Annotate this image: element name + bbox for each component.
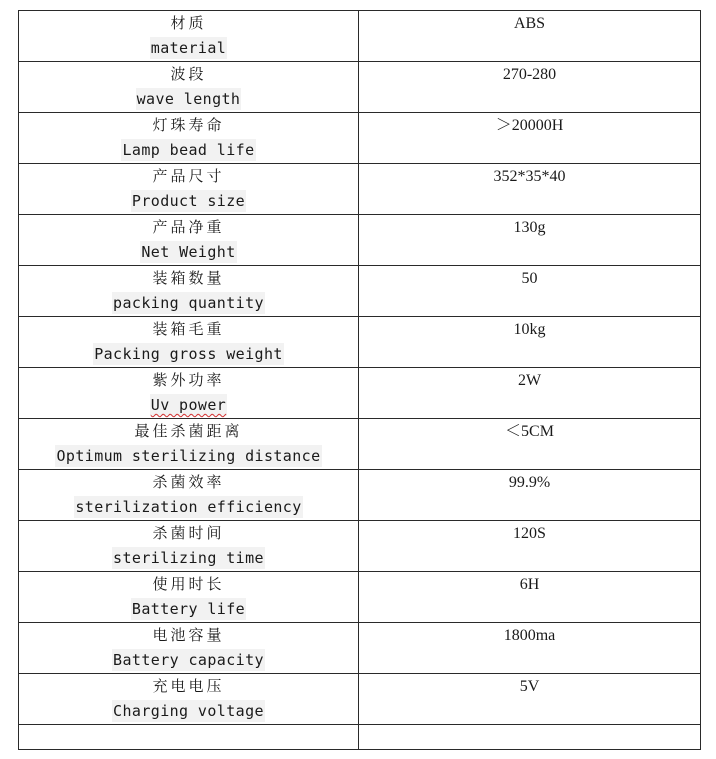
parameter-value-cell	[359, 572, 701, 623]
parameter-name-en: wave length	[136, 90, 241, 108]
parameter-name-cell	[19, 470, 359, 521]
parameter-value: 270-280	[502, 66, 557, 83]
parameter-value-cell	[359, 113, 701, 164]
table-row	[19, 521, 701, 572]
parameter-name-zh: 灯珠寿命	[152, 116, 225, 134]
parameter-value: 5V	[519, 678, 540, 695]
parameter-name-cell	[19, 317, 359, 368]
parameter-name-zh: 产品尺寸	[152, 167, 225, 185]
parameter-value: 1800ma	[503, 627, 556, 644]
table-row	[19, 470, 701, 521]
parameter-name-cell	[19, 572, 359, 623]
parameter-value-cell	[359, 368, 701, 419]
parameter-name-zh: 装箱数量	[152, 269, 225, 287]
parameter-name-en: sterilization efficiency	[75, 498, 302, 516]
parameter-value-cell	[359, 215, 701, 266]
parameter-value: 2W	[517, 372, 542, 389]
parameter-name-en: Battery capacity	[113, 651, 264, 669]
spec-table	[18, 10, 701, 750]
parameter-value: ＜5CM	[505, 423, 554, 440]
parameter-name-cell	[19, 215, 359, 266]
parameter-value: 130g	[513, 219, 546, 236]
parameter-name-en: Lamp bead life	[122, 141, 255, 159]
table-row	[19, 113, 701, 164]
parameter-name-cell	[19, 62, 359, 113]
parameter-name-en: Uv power	[150, 396, 227, 414]
parameter-name-en: Packing gross weight	[94, 345, 283, 363]
parameter-name-zh: 杀菌效率	[152, 473, 225, 491]
parameter-value-cell	[359, 164, 701, 215]
parameter-value-cell	[359, 419, 701, 470]
parameter-name-en: Net Weight	[141, 243, 236, 261]
parameter-name-zh: 最佳杀菌距离	[134, 422, 243, 440]
parameter-name-zh: 电池容量	[152, 626, 225, 644]
parameter-name-zh: 装箱毛重	[152, 320, 225, 338]
table-row	[19, 623, 701, 674]
parameter-name-en: Charging voltage	[113, 702, 264, 720]
table-row	[19, 674, 701, 725]
parameter-name-cell	[19, 521, 359, 572]
parameter-name-zh: 材质	[170, 14, 207, 32]
parameter-value: 99.9%	[508, 474, 551, 491]
parameter-name-zh: 充电电压	[152, 677, 225, 695]
table-row	[19, 164, 701, 215]
parameter-name-zh: 使用时长	[152, 575, 225, 593]
parameter-value-cell	[359, 62, 701, 113]
parameter-value: 50	[521, 270, 538, 287]
parameter-name-en: Battery life	[131, 600, 246, 618]
table-row	[19, 215, 701, 266]
parameter-value-cell	[359, 521, 701, 572]
parameter-value-cell	[359, 266, 701, 317]
parameter-value: 352*35*40	[493, 168, 566, 185]
parameter-name-en: material	[150, 39, 227, 57]
table-row	[19, 62, 701, 113]
parameter-name-cell	[19, 368, 359, 419]
parameter-name-en: Product size	[131, 192, 246, 210]
parameter-value-cell	[359, 623, 701, 674]
table-row	[19, 419, 701, 470]
table-row	[19, 572, 701, 623]
parameter-name-zh: 紫外功率	[152, 371, 225, 389]
parameter-name-cell	[19, 623, 359, 674]
parameter-value: ABS	[513, 15, 546, 32]
parameter-name-cell	[19, 674, 359, 725]
table-row	[19, 266, 701, 317]
parameter-value-cell	[359, 317, 701, 368]
empty-cell	[359, 725, 701, 750]
empty-table-row	[19, 725, 701, 750]
parameter-name-cell	[19, 419, 359, 470]
parameter-name-cell	[19, 266, 359, 317]
parameter-name-zh: 杀菌时间	[152, 524, 225, 542]
parameter-name-zh: 波段	[170, 65, 207, 83]
parameter-value: ＞20000H	[495, 117, 564, 134]
table-row	[19, 317, 701, 368]
table-row	[19, 11, 701, 62]
parameter-value-cell	[359, 470, 701, 521]
parameter-value: 6H	[519, 576, 540, 593]
parameter-name-cell	[19, 164, 359, 215]
empty-cell	[19, 725, 359, 750]
parameter-value: 10kg	[513, 321, 546, 338]
table-row	[19, 368, 701, 419]
parameter-name-zh: 产品净重	[152, 218, 225, 236]
parameter-name-cell	[19, 11, 359, 62]
parameter-value-cell	[359, 11, 701, 62]
parameter-name-en: Optimum sterilizing distance	[56, 447, 321, 465]
parameter-name-cell	[19, 113, 359, 164]
parameter-value-cell	[359, 674, 701, 725]
parameter-name-en: packing quantity	[113, 294, 264, 312]
parameter-name-en: sterilizing time	[113, 549, 264, 567]
parameter-value: 120S	[513, 525, 546, 542]
